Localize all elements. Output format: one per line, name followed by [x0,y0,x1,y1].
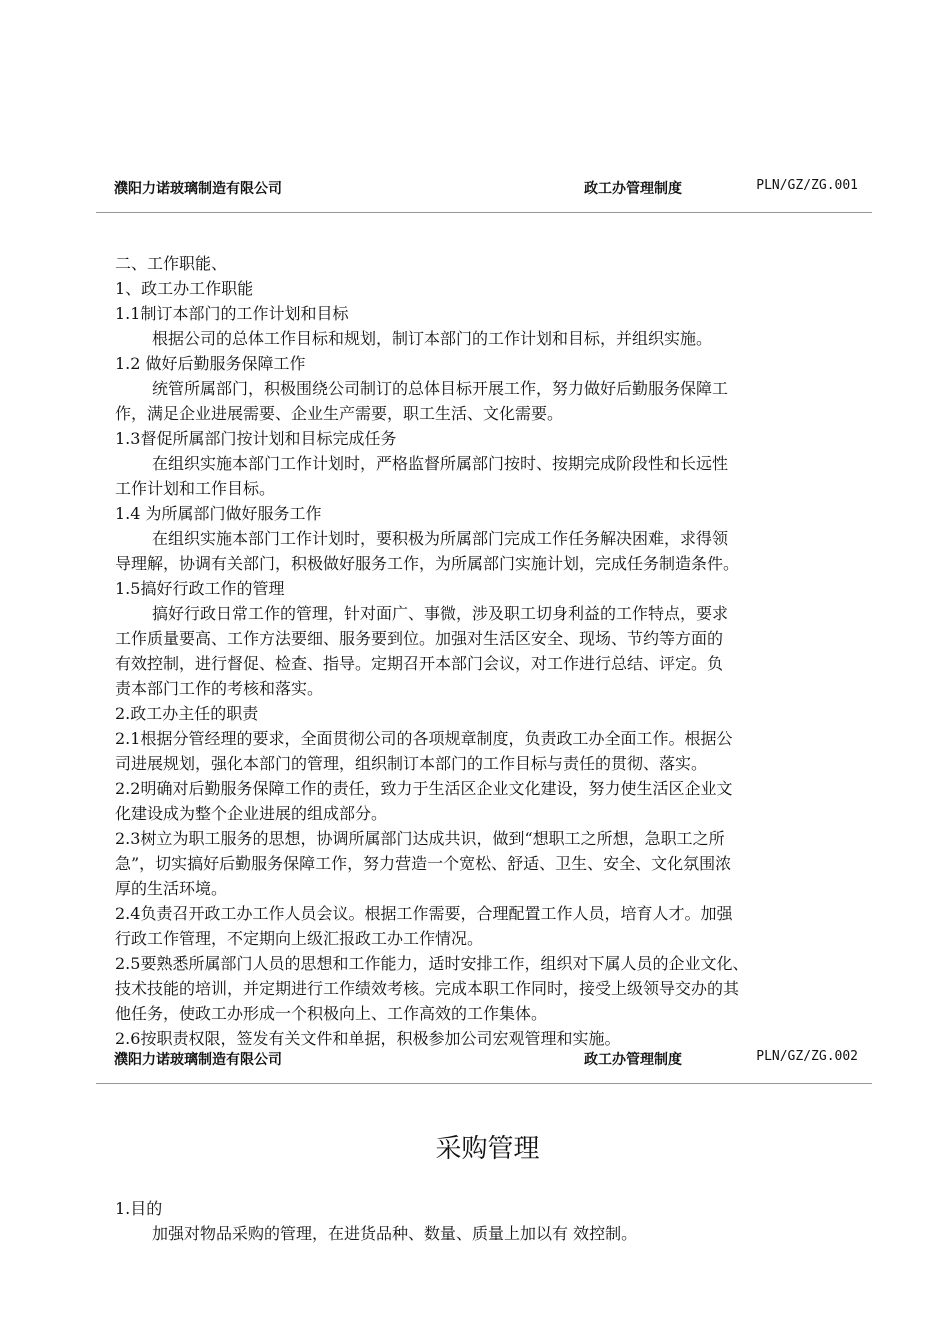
document-body [115,251,865,1051]
section-heading: 1、政工办工作职能 [115,279,254,298]
paragraph-line: 2.3树立为职工服务的思想，协调所属部门达成共识，做到“想职工之所想，急职工之所 [115,829,725,848]
paragraph-line: 2.2明确对后勤服务保障工作的责任，致力于生活区企业文化建设，努力使生活区企业文 [115,779,733,798]
section-heading: 二、工作职能、 [115,254,228,273]
paragraph-line: 2.1根据分管经理的要求，全面贯彻公司的各项规章制度，负责政工办全面工作。根据公 [115,729,733,748]
paragraph-line: 工作质量要高、工作方法要细、服务要到位。加强对生活区安全、现场、节约等方面的 [115,629,724,648]
paragraph-line: 作，满足企业进展需要、企业生产需要，职工生活、文化需要。 [115,404,564,423]
header-code: PLN/GZ/ZG.001 [756,178,858,193]
section-heading: 1.目的 [115,1199,163,1218]
paragraph-line: 司进展规划，强化本部门的管理，组织制订本部门的工作目标与责任的贯彻、落实。 [115,754,708,773]
header-company: 濮阳力诺玻璃制造有限公司 [114,181,282,197]
paragraph-line: 2.5要熟悉所属部门人员的思想和工作能力，适时安排工作，组织对下属人员的企业文化、 [115,954,749,973]
paragraph-line: 2.6按职责权限，签发有关文件和单据，积极参加公司宏观管理和实施。 [115,1029,621,1048]
paragraph-line: 搞好行政日常工作的管理，针对面广、事微，涉及职工切身利益的工作特点，要求 [152,604,729,623]
item-heading: 1.3督促所属部门按计划和目标完成任务 [115,429,397,448]
item-heading: 1.1制订本部门的工作计划和目标 [115,304,349,323]
paragraph-line: 工作计划和工作目标。 [115,479,276,498]
paragraph-line: 根据公司的总体工作目标和规划，制订本部门的工作计划和目标，并组织实施。 [152,329,713,348]
paragraph-line: 化建设成为整个企业进展的组成部分。 [115,804,388,823]
paragraph-line: 在组织实施本部门工作计划时，要积极为所属部门完成工作任务解决困难，求得领 [152,529,729,548]
header-rule [96,212,872,213]
paragraph-line: 有效控制，进行督促、检查、指导。定期召开本部门会议，对工作进行总结、评定。负 [115,654,724,673]
header-title: 政工办管理制度 [584,181,682,197]
item-heading: 1.5搞好行政工作的管理 [115,579,285,598]
item-heading: 1.4 为所属部门做好服务工作 [115,504,322,523]
paragraph-line: 厚的生活环境。 [115,879,228,898]
paragraph-line: 在组织实施本部门工作计划时，严格监督所属部门按时、按期完成阶段性和长远性 [152,454,729,473]
header-rule [96,1083,872,1084]
paragraph-line: 统管所属部门，积极围绕公司制订的总体目标开展工作，努力做好后勤服务保障工 [152,379,729,398]
header-title: 政工办管理制度 [584,1052,682,1068]
paragraph-line: 急”，切实搞好后勤服务保障工作，努力营造一个宽松、舒适、卫生、安全、文化氛围浓 [115,854,732,873]
section-title: 采购管理 [435,1134,540,1164]
paragraph-line: 技术技能的培训，并定期进行工作绩效考核。完成本职工作同时，接受上级领导交办的其 [115,979,740,998]
paragraph-line: 行政工作管理，不定期向上级汇报政工办工作情况。 [115,929,484,948]
paragraph-line: 加强对物品采购的管理，在进货品种、数量、质量上加以有 效控制。 [152,1224,638,1243]
section-heading: 2.政工办主任的职责 [115,704,259,723]
header-code: PLN/GZ/ZG.002 [756,1049,858,1064]
paragraph-line: 导理解，协调有关部门，积极做好服务工作，为所属部门实施计划，完成任务制造条件。 [115,554,740,573]
paragraph-line: 责本部门工作的考核和落实。 [115,679,324,698]
header-company: 濮阳力诺玻璃制造有限公司 [114,1052,282,1068]
document-body-2 [115,1196,865,1246]
item-heading: 1.2 做好后勤服务保障工作 [115,354,306,373]
paragraph-line: 2.4负责召开政工办工作人员会议。根据工作需要，合理配置工作人员，培育人才。加强 [115,904,733,923]
paragraph-line: 他任务，使政工办形成一个积极向上、工作高效的工作集体。 [115,1004,548,1023]
